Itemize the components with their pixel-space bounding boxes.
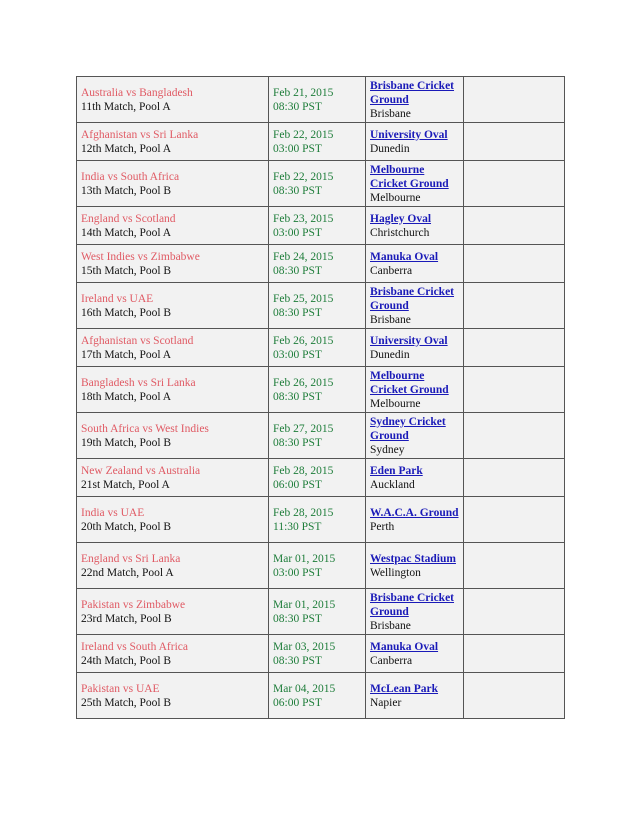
datetime-cell (269, 77, 366, 123)
empty-cell (464, 497, 565, 543)
datetime-cell (269, 329, 366, 367)
match-cell (77, 673, 269, 719)
empty-cell (464, 207, 565, 245)
match-description: 18th Match, Pool A (81, 390, 172, 403)
match-description: 13th Match, Pool B (81, 184, 172, 197)
match-title: Ireland vs South Africa (81, 640, 188, 653)
match-title: India vs South Africa (81, 170, 180, 183)
match-cell (77, 497, 269, 543)
match-title: Pakistan vs Zimbabwe (81, 598, 186, 611)
empty-cell (464, 283, 565, 329)
venue-link[interactable]: University Oval (370, 334, 448, 347)
empty-cell (464, 367, 565, 413)
match-cell (77, 283, 269, 329)
table-row (77, 367, 565, 413)
venue-link[interactable]: Brisbane Cricket Ground (370, 79, 455, 106)
match-date: Mar 01, 2015 (273, 598, 336, 611)
match-date: Feb 26, 2015 (273, 376, 334, 389)
match-cell (77, 413, 269, 459)
datetime-cell (269, 161, 366, 207)
venue-city: Dunedin (370, 348, 410, 361)
match-cell (77, 207, 269, 245)
table-row (77, 77, 565, 123)
match-schedule-table (76, 76, 565, 719)
venue-link[interactable]: Melbourne Cricket Ground (370, 369, 449, 396)
venue-cell (366, 543, 464, 589)
empty-cell (464, 161, 565, 207)
match-time: 03:00 PST (273, 566, 322, 579)
venue-cell (366, 413, 464, 459)
venue-cell (366, 161, 464, 207)
empty-cell (464, 413, 565, 459)
match-date: Mar 04, 2015 (273, 682, 336, 695)
match-title: New Zealand vs Australia (81, 464, 201, 477)
match-cell (77, 589, 269, 635)
venue-link[interactable]: University Oval (370, 128, 448, 141)
match-title: South Africa vs West Indies (81, 422, 209, 435)
match-time: 08:30 PST (273, 184, 322, 197)
match-time: 06:00 PST (273, 696, 322, 709)
match-cell (77, 123, 269, 161)
match-title: England vs Scotland (81, 212, 176, 225)
match-time: 08:30 PST (273, 436, 322, 449)
table-row (77, 245, 565, 283)
table-row (77, 635, 565, 673)
match-time: 08:30 PST (273, 654, 322, 667)
table-row (77, 123, 565, 161)
match-time: 03:00 PST (273, 142, 322, 155)
venue-city: Brisbane (370, 107, 411, 120)
table-row (77, 207, 565, 245)
venue-link[interactable]: Brisbane Cricket Ground (370, 285, 455, 312)
match-description: 19th Match, Pool B (81, 436, 172, 449)
datetime-cell (269, 497, 366, 543)
datetime-cell (269, 459, 366, 497)
empty-cell (464, 245, 565, 283)
match-date: Mar 01, 2015 (273, 552, 336, 565)
match-cell (77, 245, 269, 283)
venue-cell (366, 207, 464, 245)
match-schedule-body (77, 77, 565, 719)
venue-link[interactable]: W.A.C.A. Ground (370, 506, 459, 519)
empty-cell (464, 459, 565, 497)
match-description: 16th Match, Pool B (81, 306, 172, 319)
table-row (77, 589, 565, 635)
match-title: England vs Sri Lanka (81, 552, 181, 565)
empty-cell (464, 329, 565, 367)
venue-link[interactable]: Westpac Stadium (370, 552, 456, 565)
empty-cell (464, 589, 565, 635)
venue-link[interactable]: McLean Park (370, 682, 439, 695)
venue-city: Brisbane (370, 619, 411, 632)
datetime-cell (269, 413, 366, 459)
match-description: 12th Match, Pool A (81, 142, 172, 155)
venue-link[interactable]: Brisbane Cricket Ground (370, 591, 455, 618)
match-time: 08:30 PST (273, 612, 322, 625)
match-time: 06:00 PST (273, 478, 322, 491)
venue-link[interactable]: Manuka Oval (370, 250, 439, 263)
table-row (77, 413, 565, 459)
venue-cell (366, 329, 464, 367)
match-title: Bangladesh vs Sri Lanka (81, 376, 196, 389)
datetime-cell (269, 283, 366, 329)
match-description: 21st Match, Pool A (81, 478, 170, 491)
venue-city: Melbourne (370, 191, 421, 204)
table-row (77, 283, 565, 329)
match-title: West Indies vs Zimbabwe (81, 250, 200, 263)
match-title: Pakistan vs UAE (81, 682, 160, 695)
match-title: India vs UAE (81, 506, 145, 519)
match-cell (77, 459, 269, 497)
table-row (77, 329, 565, 367)
datetime-cell (269, 635, 366, 673)
venue-city: Auckland (370, 478, 415, 491)
datetime-cell (269, 673, 366, 719)
match-description: 25th Match, Pool B (81, 696, 172, 709)
venue-city: Canberra (370, 654, 413, 667)
match-cell (77, 367, 269, 413)
venue-cell (366, 77, 464, 123)
match-cell (77, 161, 269, 207)
venue-link[interactable]: Melbourne Cricket Ground (370, 163, 449, 190)
venue-city: Christchurch (370, 226, 430, 239)
match-date: Feb 24, 2015 (273, 250, 334, 263)
venue-city: Wellington (370, 566, 421, 579)
table-row (77, 497, 565, 543)
match-description: 11th Match, Pool A (81, 100, 171, 113)
match-time: 03:00 PST (273, 226, 322, 239)
match-title: Afghanistan vs Scotland (81, 334, 194, 347)
empty-cell (464, 123, 565, 161)
match-description: 24th Match, Pool B (81, 654, 172, 667)
venue-cell (366, 123, 464, 161)
match-date: Mar 03, 2015 (273, 640, 336, 653)
match-date: Feb 22, 2015 (273, 128, 334, 141)
match-title: Afghanistan vs Sri Lanka (81, 128, 199, 141)
venue-link[interactable]: Manuka Oval (370, 640, 439, 653)
match-date: Feb 27, 2015 (273, 422, 334, 435)
datetime-cell (269, 207, 366, 245)
empty-cell (464, 673, 565, 719)
empty-cell (464, 543, 565, 589)
venue-city: Melbourne (370, 397, 421, 410)
match-cell (77, 543, 269, 589)
venue-city: Brisbane (370, 313, 411, 326)
match-date: Feb 26, 2015 (273, 334, 334, 347)
venue-cell (366, 589, 464, 635)
venue-city: Sydney (370, 443, 405, 456)
match-description: 22nd Match, Pool A (81, 566, 174, 579)
match-cell (77, 329, 269, 367)
match-cell (77, 77, 269, 123)
venue-link[interactable]: Eden Park (370, 464, 423, 477)
match-date: Feb 28, 2015 (273, 464, 334, 477)
venue-city: Perth (370, 520, 395, 533)
table-row (77, 459, 565, 497)
table-row (77, 543, 565, 589)
empty-cell (464, 635, 565, 673)
match-description: 23rd Match, Pool B (81, 612, 172, 625)
venue-cell (366, 283, 464, 329)
match-title: Ireland vs UAE (81, 292, 154, 305)
datetime-cell (269, 589, 366, 635)
datetime-cell (269, 123, 366, 161)
match-time: 08:30 PST (273, 306, 322, 319)
venue-city: Napier (370, 696, 402, 709)
match-time: 11:30 PST (273, 520, 322, 533)
match-time: 08:30 PST (273, 100, 322, 113)
match-date: Feb 25, 2015 (273, 292, 334, 305)
datetime-cell (269, 367, 366, 413)
table-row (77, 673, 565, 719)
match-date: Feb 23, 2015 (273, 212, 334, 225)
match-title: Australia vs Bangladesh (81, 86, 193, 99)
match-date: Feb 22, 2015 (273, 170, 334, 183)
match-time: 08:30 PST (273, 390, 322, 403)
venue-cell (366, 459, 464, 497)
datetime-cell (269, 543, 366, 589)
venue-cell (366, 673, 464, 719)
empty-cell (464, 77, 565, 123)
match-time: 08:30 PST (273, 264, 322, 277)
match-description: 20th Match, Pool B (81, 520, 172, 533)
venue-cell (366, 245, 464, 283)
match-date: Feb 21, 2015 (273, 86, 334, 99)
match-time: 03:00 PST (273, 348, 322, 361)
match-description: 15th Match, Pool B (81, 264, 172, 277)
venue-cell (366, 635, 464, 673)
venue-city: Canberra (370, 264, 413, 277)
venue-cell (366, 497, 464, 543)
match-cell (77, 635, 269, 673)
datetime-cell (269, 245, 366, 283)
venue-cell (366, 367, 464, 413)
match-date: Feb 28, 2015 (273, 506, 334, 519)
match-description: 14th Match, Pool A (81, 226, 172, 239)
venue-city: Dunedin (370, 142, 410, 155)
match-description: 17th Match, Pool A (81, 348, 172, 361)
venue-link[interactable]: Hagley Oval (370, 212, 432, 225)
venue-link[interactable]: Sydney Cricket Ground (370, 415, 446, 442)
table-row (77, 161, 565, 207)
